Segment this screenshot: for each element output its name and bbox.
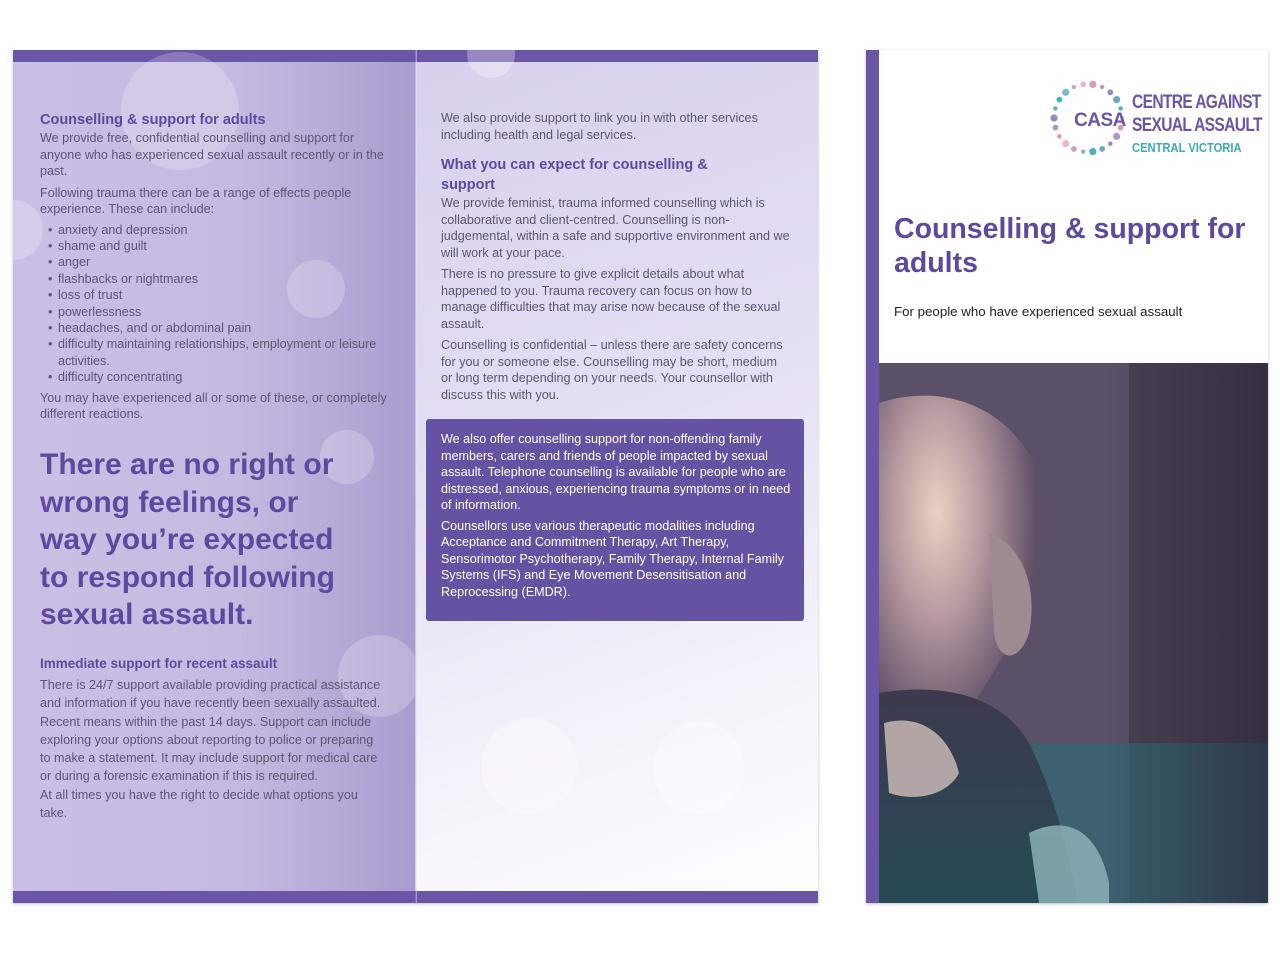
list-item: • powerlessness <box>40 304 392 320</box>
effects-list <box>40 222 392 386</box>
effects-outro: You may have experienced all or some of these, or completely different reactions. <box>40 390 387 422</box>
fold-line <box>415 50 417 903</box>
logo-dot <box>1107 89 1113 95</box>
logo-dot <box>1057 134 1061 138</box>
list-item: • difficulty maintaining relationships, employment or leisure activities. <box>40 336 392 369</box>
section-heading: Counselling & support for adults <box>40 112 266 128</box>
logo-dot <box>1100 85 1104 89</box>
logo-dot <box>1052 125 1058 131</box>
logo-dot <box>1099 146 1105 152</box>
expect-paragraph: We provide feminist, trauma informed counselling which is collaborative and client-centred. Counselling is non-judgemental, within a safe and supportive environment and we will work at your pace. <box>441 196 790 260</box>
callout-paragraph: Counsellors use various therapeutic modalities including Acceptance and Commitment Therapy, Art Therapy, Sensorimotor Psychotherapy, Family Therapy, Internal Family Systems (IFS) and Eye Movement Desensitisation and Reprocessing (EMDR). <box>441 518 784 599</box>
immediate-heading: Immediate support for recent assault <box>40 656 278 671</box>
callout-paragraph: We also offer counselling support for non-offending family members, carers and friends of people impacted by sexual assault. Telephone counselling is available for people who are distressed, anxious, experiencing trauma symptoms or in need of information. <box>441 432 791 512</box>
expect-paragraph: Counselling is confidential – unless there are safety concerns for you or someone else. Counselling may be short, medium or long term depending on your needs. Your counsellor with discuss this with you. <box>441 338 783 402</box>
logo-dot <box>1072 85 1076 89</box>
effects-intro: Following trauma there can be a range of effects people experience. These can include: <box>40 185 352 216</box>
cover-title: Counselling & support for adults <box>894 213 1246 279</box>
callout-box <box>426 419 804 621</box>
list-item: • anxiety and depression <box>40 222 392 238</box>
immediate-paragraph: There is 24/7 support available providing practical assistance and information if you have recently been sexually assaulted. Recent means within the past 14 days. Support can include exploring your options about reporting to police or preparing to make a statement. It may include support for medical care or during a forensic examination if this is required. <box>40 678 381 784</box>
org-name-line1: CENTRE AGAINST <box>1132 92 1261 113</box>
list-item: • flashbacks or nightmares <box>40 271 392 287</box>
list-item: • shame and guilt <box>40 238 392 254</box>
logo-dot <box>1089 148 1096 155</box>
photo-shade <box>1108 363 1268 903</box>
org-name-line2: SEXUAL ASSAULT <box>1132 115 1262 136</box>
bokeh-circle <box>467 50 515 78</box>
cover-side-bar <box>866 50 879 903</box>
bokeh-circle <box>481 718 577 814</box>
cover-subtitle: For people who have experienced sexual assault <box>894 304 1183 319</box>
woman-photo-icon <box>879 363 1268 903</box>
pull-quote: There are no right or wrong feelings, or way you’re expected to respond following sexual assault. <box>40 448 335 631</box>
expect-paragraph: There is no pressure to give explicit details about what happened to you. Trauma recovery can focus on how to manage difficulties that may arise now because of the sexual assault. <box>441 267 781 331</box>
intro-paragraph: We provide free, confidential counselling and support for anyone who has experienced sexual assault recently or in the past. <box>40 131 384 178</box>
logo-dot <box>1062 89 1069 96</box>
left-column-text <box>40 110 392 428</box>
list-item: • headaches, and or abdominal pain <box>40 320 392 336</box>
immediate-support-text <box>40 654 385 822</box>
casa-logo <box>1046 76 1262 166</box>
logo-abbrev: CASA <box>1074 110 1126 131</box>
brochure-cover <box>866 50 1268 903</box>
list-item: • anger <box>40 254 392 270</box>
logo-dot <box>1113 133 1120 140</box>
bokeh-circle <box>13 200 43 260</box>
logo-dot <box>1062 140 1069 147</box>
inside-left-panel <box>13 50 415 903</box>
list-item: • loss of trust <box>40 287 392 303</box>
logo-dot <box>1108 141 1112 145</box>
logo-dot <box>1056 97 1062 103</box>
logo-dot <box>1113 96 1120 103</box>
org-name-line3: CENTRAL VICTORIA <box>1132 140 1242 155</box>
right-column-text <box>441 110 791 408</box>
bokeh-circle <box>653 722 745 814</box>
top-bar <box>13 50 415 62</box>
logo-dot <box>1080 81 1086 87</box>
rights-paragraph: At all times you have the right to decide what options you take. <box>40 787 358 821</box>
link-services-paragraph: We also provide support to link you in with other services including health and legal services. <box>441 111 758 142</box>
logo-dot <box>1089 81 1096 88</box>
logo-dot <box>1053 106 1057 110</box>
expect-heading: What you can expect for counselling & support <box>441 157 708 193</box>
logo-dot <box>1081 149 1085 153</box>
bottom-bar <box>415 891 818 903</box>
logo-dot <box>1050 114 1057 121</box>
brochure-inside-spread <box>13 50 818 903</box>
bottom-bar <box>13 891 415 903</box>
list-item: • difficulty concentrating <box>40 369 392 385</box>
logo-dot <box>1071 146 1077 152</box>
